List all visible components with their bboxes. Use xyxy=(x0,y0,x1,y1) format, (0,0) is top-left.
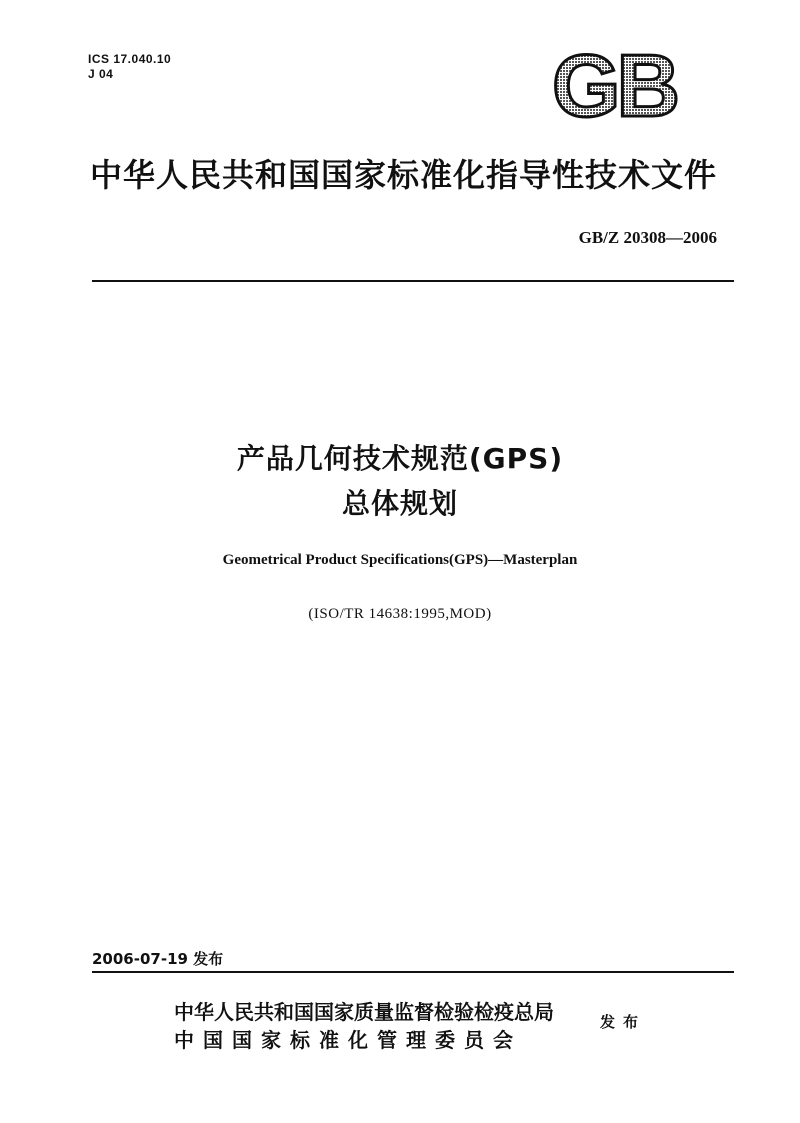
issue-date: 2006-07-19 发布 xyxy=(92,950,224,968)
issuer-aqsiq: 中华人民共和国国家质量监督检验检疫总局 xyxy=(174,1000,554,1024)
ics-code: ICS 17.040.10 xyxy=(88,52,172,66)
gb-logo xyxy=(536,46,692,122)
publish-label: 发布 xyxy=(600,1013,647,1031)
title-cn-line2: 总体规划 xyxy=(341,487,458,520)
ccs-code: J 04 xyxy=(88,67,114,81)
title-en: Geometrical Product Specifications(GPS)—Masterplan xyxy=(222,552,578,568)
iso-reference: (ISO/TR 14638:1995,MOD) xyxy=(308,606,492,622)
logo-text: GB xyxy=(552,46,676,122)
document-type: 中华人民共和国国家标准化指导性技术文件 xyxy=(90,156,718,194)
standard-number: GB/Z 20308—2006 xyxy=(578,228,717,247)
top-divider xyxy=(92,280,734,282)
bottom-divider xyxy=(92,971,734,973)
classification-codes xyxy=(88,52,171,82)
issuer-sac: 中国国家标准化管理委员会 xyxy=(174,1028,522,1052)
title-cn-line1: 产品几何技术规范(GPS) xyxy=(236,442,564,475)
